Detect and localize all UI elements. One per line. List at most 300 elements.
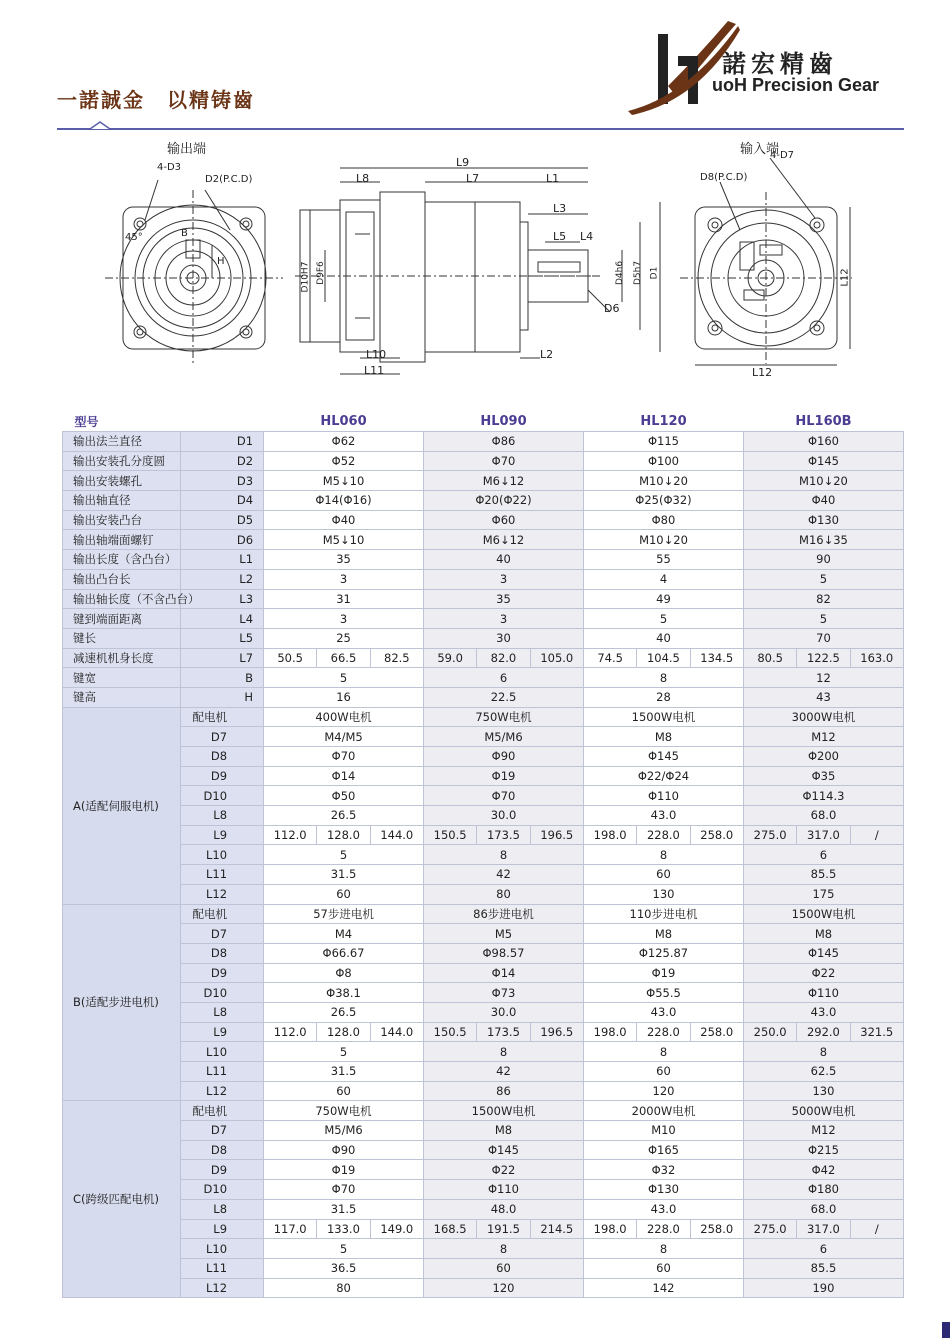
value-cell: Φ80 [583, 510, 743, 530]
value-cell: Φ66.67 [264, 943, 424, 963]
value-cell: 60 [424, 1258, 584, 1278]
value-cell: 42 [424, 865, 584, 885]
value-cell: Φ19 [424, 766, 584, 786]
value-cell: Φ110 [743, 983, 903, 1003]
table-row [63, 1160, 904, 1180]
value-cell: 150.5 [424, 1022, 477, 1042]
table-row [63, 569, 904, 589]
value-cell: Φ125.87 [583, 943, 743, 963]
value-cell: 214.5 [530, 1219, 583, 1239]
value-cell: 40 [424, 550, 584, 570]
value-cell: 112.0 [264, 825, 317, 845]
value-cell: Φ19 [583, 963, 743, 983]
value-cell: 8 [583, 1042, 743, 1062]
value-cell: 317.0 [797, 1219, 850, 1239]
value-cell: M5/M6 [264, 1121, 424, 1141]
value-cell: M10↓20 [583, 530, 743, 550]
param-code: H [181, 687, 264, 707]
param-code: D7 [181, 924, 264, 944]
table-row [63, 1258, 904, 1278]
param-code: L10 [181, 1042, 264, 1062]
value-cell: 196.5 [530, 1022, 583, 1042]
value-cell: 80.5 [743, 648, 796, 668]
value-cell: 16 [264, 687, 424, 707]
dim-label: L9 [456, 156, 470, 169]
value-cell: Φ14 [424, 963, 584, 983]
value-cell: 134.5 [690, 648, 743, 668]
param-name: 输出轴长度（不含凸台） [63, 589, 181, 609]
param-name: 输出凸台长 [63, 569, 181, 589]
value-cell: Φ145 [424, 1140, 584, 1160]
table-row [63, 1002, 904, 1022]
value-cell: Φ25(Φ32) [583, 491, 743, 511]
value-cell: 142 [583, 1278, 743, 1298]
value-cell: 317.0 [797, 825, 850, 845]
param-name: 键高 [63, 687, 181, 707]
value-cell: Φ60 [424, 510, 584, 530]
value-cell: 35 [424, 589, 584, 609]
dim-label: L2 [540, 348, 554, 361]
value-cell: Φ40 [264, 510, 424, 530]
value-cell: Φ22 [743, 963, 903, 983]
dim-label: L12 [752, 366, 773, 379]
value-cell: Φ165 [583, 1140, 743, 1160]
value-cell: 250.0 [743, 1022, 796, 1042]
table-row [63, 1042, 904, 1062]
param-code: L8 [181, 1199, 264, 1219]
param-code: D5 [181, 510, 264, 530]
dim-label: L4 [580, 230, 594, 243]
value-cell: Φ145 [743, 451, 903, 471]
model-name: HL120 [583, 411, 743, 432]
value-cell: M5↓10 [264, 530, 424, 550]
table-row [63, 1180, 904, 1200]
table-row [63, 727, 904, 747]
value-cell: Φ130 [583, 1180, 743, 1200]
param-code: D8 [181, 747, 264, 767]
value-cell: Φ40 [743, 491, 903, 511]
value-cell: 90 [743, 550, 903, 570]
table-row [63, 1239, 904, 1259]
value-cell: Φ200 [743, 747, 903, 767]
value-cell: 31 [264, 589, 424, 609]
value-cell: 50.5 [264, 648, 317, 668]
value-cell: 80 [264, 1278, 424, 1298]
dim-label: 4-D7 [770, 150, 795, 161]
value-cell: Φ70 [264, 1180, 424, 1200]
value-cell: 1500W电机 [743, 904, 903, 924]
param-code: L12 [181, 1081, 264, 1101]
value-cell: 5 [264, 1042, 424, 1062]
value-cell: 25 [264, 628, 424, 648]
value-cell: 5 [743, 609, 903, 629]
value-cell: Φ100 [583, 451, 743, 471]
value-cell: 43.0 [743, 1002, 903, 1022]
model-label: 型号 [63, 411, 264, 432]
value-cell: 6 [743, 845, 903, 865]
value-cell: 105.0 [530, 648, 583, 668]
param-code: D8 [181, 943, 264, 963]
value-cell: M4/M5 [264, 727, 424, 747]
value-cell: / [850, 1219, 903, 1239]
value-cell: M10 [583, 1121, 743, 1141]
value-cell: Φ86 [424, 432, 584, 452]
table-row [63, 884, 904, 904]
value-cell: Φ38.1 [264, 983, 424, 1003]
group-label: B(适配步进电机) [63, 904, 181, 1101]
spec-table-body [63, 432, 904, 1298]
value-cell: 55 [583, 550, 743, 570]
value-cell: M10↓20 [743, 471, 903, 491]
value-cell: 68.0 [743, 1199, 903, 1219]
param-name: 输出安装凸台 [63, 510, 181, 530]
table-row [63, 668, 904, 688]
value-cell: 30.0 [424, 1002, 584, 1022]
dim-label: D6 [604, 302, 620, 315]
value-cell: 173.5 [477, 1022, 530, 1042]
dim-label: D2(P.C.D) [205, 174, 253, 185]
value-cell: 30.0 [424, 806, 584, 826]
value-cell: 228.0 [637, 1022, 690, 1042]
value-cell: 8 [743, 1042, 903, 1062]
value-cell: Φ180 [743, 1180, 903, 1200]
dim-label: L11 [364, 364, 385, 377]
table-row [63, 707, 904, 727]
value-cell: 228.0 [637, 825, 690, 845]
value-cell: 175 [743, 884, 903, 904]
value-cell: 117.0 [264, 1219, 317, 1239]
param-name: 输出长度（含凸台） [63, 550, 181, 570]
table-row [63, 491, 904, 511]
table-row [63, 589, 904, 609]
value-cell: Φ110 [583, 786, 743, 806]
value-cell: 43.0 [583, 1002, 743, 1022]
value-cell: 42 [424, 1062, 584, 1082]
table-row [63, 628, 904, 648]
table-row [63, 845, 904, 865]
value-cell: M8 [743, 924, 903, 944]
table-row [63, 1278, 904, 1298]
value-cell: Φ215 [743, 1140, 903, 1160]
value-cell: 43.0 [583, 806, 743, 826]
value-cell: 321.5 [850, 1022, 903, 1042]
table-row [63, 865, 904, 885]
param-code: L11 [181, 1062, 264, 1082]
table-row [63, 943, 904, 963]
table-row [63, 747, 904, 767]
dim-label: L7 [466, 172, 480, 185]
value-cell: 57步进电机 [264, 904, 424, 924]
value-cell: 275.0 [743, 825, 796, 845]
value-cell: 400W电机 [264, 707, 424, 727]
logo-english-name: uoH Precision Gear [712, 75, 880, 95]
value-cell: Φ145 [743, 943, 903, 963]
value-cell: Φ145 [583, 747, 743, 767]
value-cell: Φ8 [264, 963, 424, 983]
logo-chinese-name: 諾宏精齒 [722, 49, 838, 78]
param-code: D9 [181, 1160, 264, 1180]
value-cell: M12 [743, 727, 903, 747]
value-cell: 60 [583, 1258, 743, 1278]
value-cell: / [850, 825, 903, 845]
table-row [63, 530, 904, 550]
value-cell: 31.5 [264, 1062, 424, 1082]
group-label: A(适配伺服电机) [63, 707, 181, 904]
param-code: B [181, 668, 264, 688]
dim-label: 45° [125, 232, 143, 243]
param-code: L1 [181, 550, 264, 570]
value-cell: 128.0 [317, 1022, 370, 1042]
value-cell: M6↓12 [424, 471, 584, 491]
value-cell: 122.5 [797, 648, 850, 668]
table-row [63, 1022, 904, 1042]
param-name: 输出法兰直径 [63, 432, 181, 452]
dim-label: 4-D3 [157, 162, 182, 173]
table-row [63, 983, 904, 1003]
value-cell: 1500W电机 [583, 707, 743, 727]
value-cell: 8 [583, 1239, 743, 1259]
value-cell: 3 [264, 609, 424, 629]
value-cell: 173.5 [477, 825, 530, 845]
value-cell: 36.5 [264, 1258, 424, 1278]
table-row [63, 510, 904, 530]
value-cell: 8 [583, 668, 743, 688]
value-cell: 149.0 [370, 1219, 423, 1239]
param-code: L2 [181, 569, 264, 589]
page-corner-marker [942, 1322, 950, 1338]
value-cell: Φ52 [264, 451, 424, 471]
value-cell: 144.0 [370, 1022, 423, 1042]
value-cell: Φ50 [264, 786, 424, 806]
param-code: 配电机 [181, 904, 264, 924]
value-cell: 258.0 [690, 825, 743, 845]
value-cell: Φ110 [424, 1180, 584, 1200]
table-row [63, 687, 904, 707]
value-cell: Φ14(Φ16) [264, 491, 424, 511]
value-cell: 130 [583, 884, 743, 904]
value-cell: Φ14 [264, 766, 424, 786]
value-cell: 60 [264, 1081, 424, 1101]
table-row [63, 451, 904, 471]
value-cell: M8 [424, 1121, 584, 1141]
value-cell: 258.0 [690, 1022, 743, 1042]
value-cell: M5/M6 [424, 727, 584, 747]
value-cell: 82 [743, 589, 903, 609]
dim-label: D5h7 [633, 260, 644, 286]
value-cell: Φ130 [743, 510, 903, 530]
param-name: 输出轴直径 [63, 491, 181, 511]
value-cell: 196.5 [530, 825, 583, 845]
value-cell: M16↓35 [743, 530, 903, 550]
value-cell: M5↓10 [264, 471, 424, 491]
value-cell: 3 [424, 609, 584, 629]
value-cell: 1500W电机 [424, 1101, 584, 1121]
value-cell: 5 [743, 569, 903, 589]
param-code: L9 [181, 1022, 264, 1042]
value-cell: 80 [424, 884, 584, 904]
value-cell: 120 [424, 1278, 584, 1298]
value-cell: 8 [583, 845, 743, 865]
table-row [63, 1101, 904, 1121]
model-header-row [63, 411, 904, 432]
value-cell: 40 [583, 628, 743, 648]
value-cell: 110步进电机 [583, 904, 743, 924]
value-cell: 8 [424, 845, 584, 865]
value-cell: 198.0 [583, 1022, 636, 1042]
param-code: D10 [181, 786, 264, 806]
param-code: L3 [181, 589, 264, 609]
value-cell: 750W电机 [264, 1101, 424, 1121]
value-cell: Φ114.3 [743, 786, 903, 806]
param-code: L11 [181, 865, 264, 885]
value-cell: 198.0 [583, 825, 636, 845]
value-cell: 8 [424, 1239, 584, 1259]
value-cell: 104.5 [637, 648, 690, 668]
value-cell: Φ70 [264, 747, 424, 767]
param-code: D9 [181, 963, 264, 983]
value-cell: 60 [264, 884, 424, 904]
dim-label: D10H7 [300, 261, 311, 293]
value-cell: Φ20(Φ22) [424, 491, 584, 511]
value-cell: Φ70 [424, 786, 584, 806]
value-cell: 12 [743, 668, 903, 688]
value-cell: M8 [583, 727, 743, 747]
value-cell: 191.5 [477, 1219, 530, 1239]
param-code: D7 [181, 1121, 264, 1141]
technical-drawings [0, 130, 950, 410]
value-cell: 60 [583, 865, 743, 885]
value-cell: 70 [743, 628, 903, 648]
value-cell: 6 [424, 668, 584, 688]
value-cell: 31.5 [264, 865, 424, 885]
table-row [63, 1081, 904, 1101]
dim-label: L12 [839, 268, 851, 287]
value-cell: 68.0 [743, 806, 903, 826]
value-cell: Φ90 [424, 747, 584, 767]
param-name: 减速机机身长度 [63, 648, 181, 668]
param-code: 配电机 [181, 1101, 264, 1121]
value-cell: 198.0 [583, 1219, 636, 1239]
table-row [63, 1062, 904, 1082]
param-code: L10 [181, 845, 264, 865]
table-row [63, 924, 904, 944]
value-cell: 144.0 [370, 825, 423, 845]
table-row [63, 1199, 904, 1219]
value-cell: 3000W电机 [743, 707, 903, 727]
slogan: 一諾誠金 以精铸齒 [57, 88, 255, 112]
param-code: L11 [181, 1258, 264, 1278]
table-row [63, 806, 904, 826]
dim-label: L1 [546, 172, 560, 185]
value-cell: 30 [424, 628, 584, 648]
value-cell: 275.0 [743, 1219, 796, 1239]
value-cell: 86 [424, 1081, 584, 1101]
param-code: D4 [181, 491, 264, 511]
table-row [63, 766, 904, 786]
dim-label: L8 [356, 172, 370, 185]
param-code: D9 [181, 766, 264, 786]
param-code: D10 [181, 1180, 264, 1200]
table-row [63, 1121, 904, 1141]
value-cell: 31.5 [264, 1199, 424, 1219]
param-code: L12 [181, 884, 264, 904]
spec-table [62, 411, 904, 1298]
value-cell: 60 [583, 1062, 743, 1082]
table-row [63, 904, 904, 924]
value-cell: 228.0 [637, 1219, 690, 1239]
value-cell: 59.0 [424, 648, 477, 668]
value-cell: Φ62 [264, 432, 424, 452]
dim-label: D1 [649, 266, 660, 280]
value-cell: Φ90 [264, 1140, 424, 1160]
value-cell: 168.5 [424, 1219, 477, 1239]
value-cell: 85.5 [743, 865, 903, 885]
value-cell: Φ19 [264, 1160, 424, 1180]
value-cell: 112.0 [264, 1022, 317, 1042]
value-cell: 26.5 [264, 1002, 424, 1022]
param-code: L10 [181, 1239, 264, 1259]
param-name: 键宽 [63, 668, 181, 688]
dim-label: D9F6 [315, 261, 326, 285]
param-name: 键长 [63, 628, 181, 648]
value-cell: Φ32 [583, 1160, 743, 1180]
param-code: L9 [181, 1219, 264, 1239]
param-code: L9 [181, 825, 264, 845]
value-cell: Φ35 [743, 766, 903, 786]
value-cell: 750W电机 [424, 707, 584, 727]
value-cell: Φ22 [424, 1160, 584, 1180]
value-cell: 5 [264, 668, 424, 688]
param-code: L8 [181, 806, 264, 826]
value-cell: 48.0 [424, 1199, 584, 1219]
input-end-title: 输入端 [740, 142, 780, 157]
param-code: D1 [181, 432, 264, 452]
table-row [63, 825, 904, 845]
param-code: L7 [181, 648, 264, 668]
table-row [63, 609, 904, 629]
value-cell: M8 [583, 924, 743, 944]
value-cell: 128.0 [317, 825, 370, 845]
value-cell: M6↓12 [424, 530, 584, 550]
param-code: L4 [181, 609, 264, 629]
value-cell: 2000W电机 [583, 1101, 743, 1121]
value-cell: 74.5 [583, 648, 636, 668]
value-cell: 163.0 [850, 648, 903, 668]
dim-label: L10 [366, 348, 387, 361]
dim-label: L3 [553, 202, 567, 215]
value-cell: Φ70 [424, 451, 584, 471]
value-cell: 66.5 [317, 648, 370, 668]
table-row [63, 963, 904, 983]
value-cell: Φ98.57 [424, 943, 584, 963]
value-cell: 28 [583, 687, 743, 707]
param-code: L8 [181, 1002, 264, 1022]
table-row [63, 786, 904, 806]
value-cell: 5 [583, 609, 743, 629]
value-cell: 26.5 [264, 806, 424, 826]
param-name: 输出轴端面螺钉 [63, 530, 181, 550]
table-row [63, 1219, 904, 1239]
model-name: HL060 [264, 411, 424, 432]
value-cell: Φ160 [743, 432, 903, 452]
param-code: D10 [181, 983, 264, 1003]
value-cell: 62.5 [743, 1062, 903, 1082]
table-row [63, 648, 904, 668]
value-cell: Φ42 [743, 1160, 903, 1180]
param-code: 配电机 [181, 707, 264, 727]
output-end-title: 输出端 [167, 142, 207, 157]
value-cell: 43.0 [583, 1199, 743, 1219]
